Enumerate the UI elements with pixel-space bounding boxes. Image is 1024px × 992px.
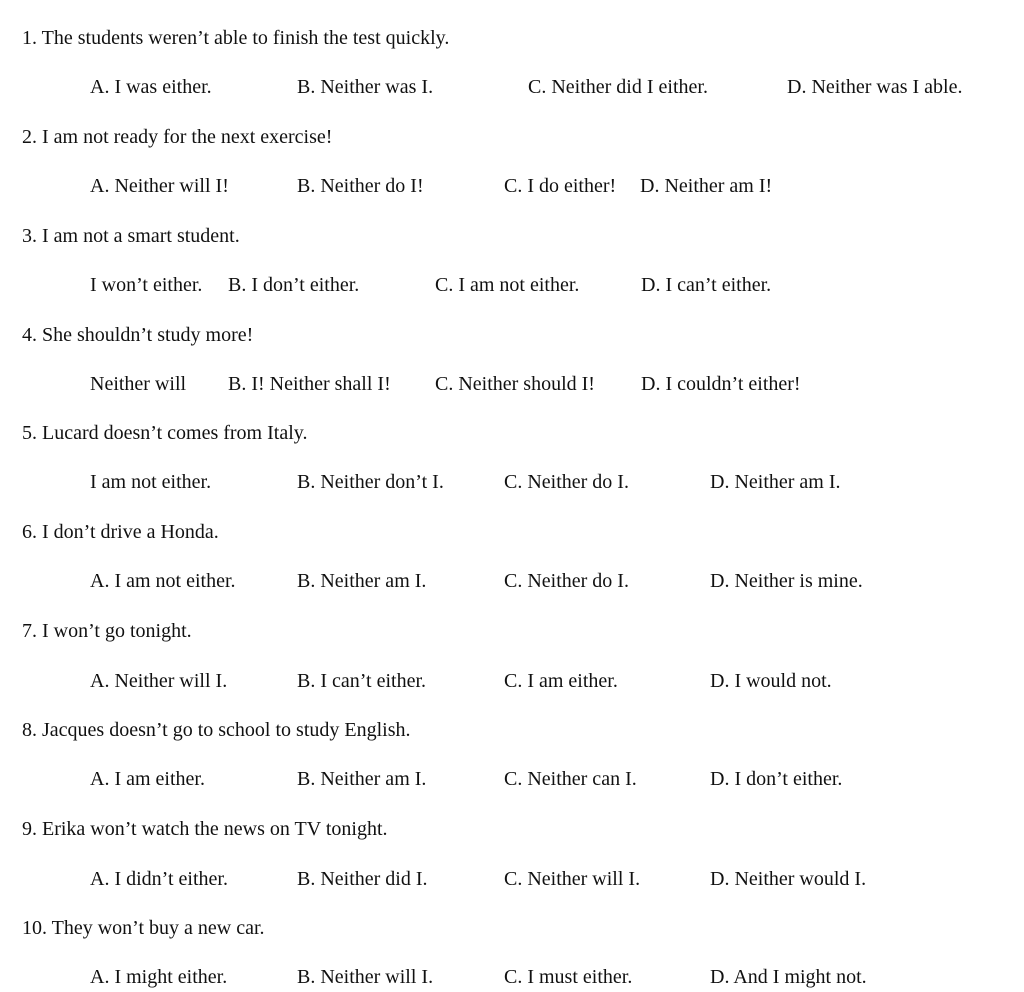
- question-10: [22, 916, 265, 940]
- option-c: C. Neither will I.: [504, 868, 641, 890]
- option-c: C. I must either.: [504, 966, 633, 988]
- option-b: B. Neither am I.: [297, 570, 427, 592]
- option-b: B. Neither will I.: [297, 966, 434, 988]
- option-c: C. Neither do I.: [504, 471, 629, 493]
- question-number: 8.: [22, 719, 37, 741]
- option-d: D. I don’t either.: [710, 768, 843, 790]
- question-number: 10.: [22, 917, 47, 939]
- option-d: D. Neither is mine.: [710, 570, 863, 592]
- option-d: D. I can’t either.: [641, 274, 772, 296]
- option-b: B. I can’t either.: [297, 670, 427, 692]
- question-4: [22, 323, 253, 347]
- option-b: B. I don’t either.: [228, 274, 360, 296]
- option-b: B. I! Neither shall I!: [228, 373, 391, 395]
- question-number: 9.: [22, 818, 37, 840]
- option-c: C. I am not either.: [435, 274, 580, 296]
- question-prompt: The students weren’t able to finish the test quickly.: [41, 27, 450, 49]
- option-b: B. Neither did I.: [297, 868, 428, 890]
- option-b: B. Neither was I.: [297, 76, 434, 98]
- question-number: 1.: [22, 27, 37, 49]
- question-3: [22, 224, 240, 248]
- question-number: 7.: [22, 620, 37, 642]
- question-prompt: She shouldn’t study more!: [42, 324, 254, 346]
- option-b: B. Neither don’t I.: [297, 471, 444, 493]
- question-prompt: Jacques doesn’t go to school to study English.: [42, 719, 411, 741]
- option-d: D. Neither am I!: [640, 175, 773, 197]
- option-b: B. Neither am I.: [297, 768, 427, 790]
- option-a: A. Neither will I!: [90, 175, 229, 197]
- question-1: [22, 26, 449, 50]
- option-c: C. I am either.: [504, 670, 618, 692]
- question-number: 6.: [22, 521, 37, 543]
- option-a: A. I was either.: [90, 76, 212, 98]
- option-a: A. I am either.: [90, 768, 205, 790]
- option-d: D. I couldn’t either!: [641, 373, 801, 395]
- option-c: C. Neither did I either.: [528, 76, 708, 98]
- option-a: Neither will: [90, 373, 187, 395]
- option-c: C. I do either!: [504, 175, 617, 197]
- option-a: A. I am not either.: [90, 570, 236, 592]
- option-d: D. Neither would I.: [710, 868, 867, 890]
- option-a: A. I might either.: [90, 966, 228, 988]
- question-prompt: I don’t drive a Honda.: [42, 521, 219, 543]
- option-c: C. Neither can I.: [504, 768, 637, 790]
- option-d: D. And I might not.: [710, 966, 867, 988]
- question-prompt: Lucard doesn’t comes from Italy.: [42, 422, 308, 444]
- question-prompt: I won’t go tonight.: [42, 620, 192, 642]
- question-8: [22, 718, 411, 742]
- question-prompt: They won’t buy a new car.: [51, 917, 265, 939]
- question-number: 2.: [22, 126, 37, 148]
- option-d: D. Neither am I.: [710, 471, 841, 493]
- option-a: I won’t either.: [90, 274, 203, 296]
- option-a: I am not either.: [90, 471, 212, 493]
- question-prompt: I am not ready for the next exercise!: [42, 126, 333, 148]
- question-prompt: I am not a smart student.: [42, 225, 240, 247]
- question-2: [22, 125, 332, 149]
- question-number: 3.: [22, 225, 37, 247]
- question-5: [22, 421, 307, 445]
- question-9: [22, 817, 388, 841]
- option-c: C. Neither do I.: [504, 570, 629, 592]
- question-7: [22, 619, 192, 643]
- option-d: D. I would not.: [710, 670, 832, 692]
- option-b: B. Neither do I!: [297, 175, 424, 197]
- option-d: D. Neither was I able.: [787, 76, 963, 98]
- option-a: A. Neither will I.: [90, 670, 228, 692]
- question-prompt: Erika won’t watch the news on TV tonight.: [42, 818, 388, 840]
- question-number: 5.: [22, 422, 37, 444]
- question-6: [22, 520, 219, 544]
- option-a: A. I didn’t either.: [90, 868, 228, 890]
- question-number: 4.: [22, 324, 37, 346]
- option-c: C. Neither should I!: [435, 373, 595, 395]
